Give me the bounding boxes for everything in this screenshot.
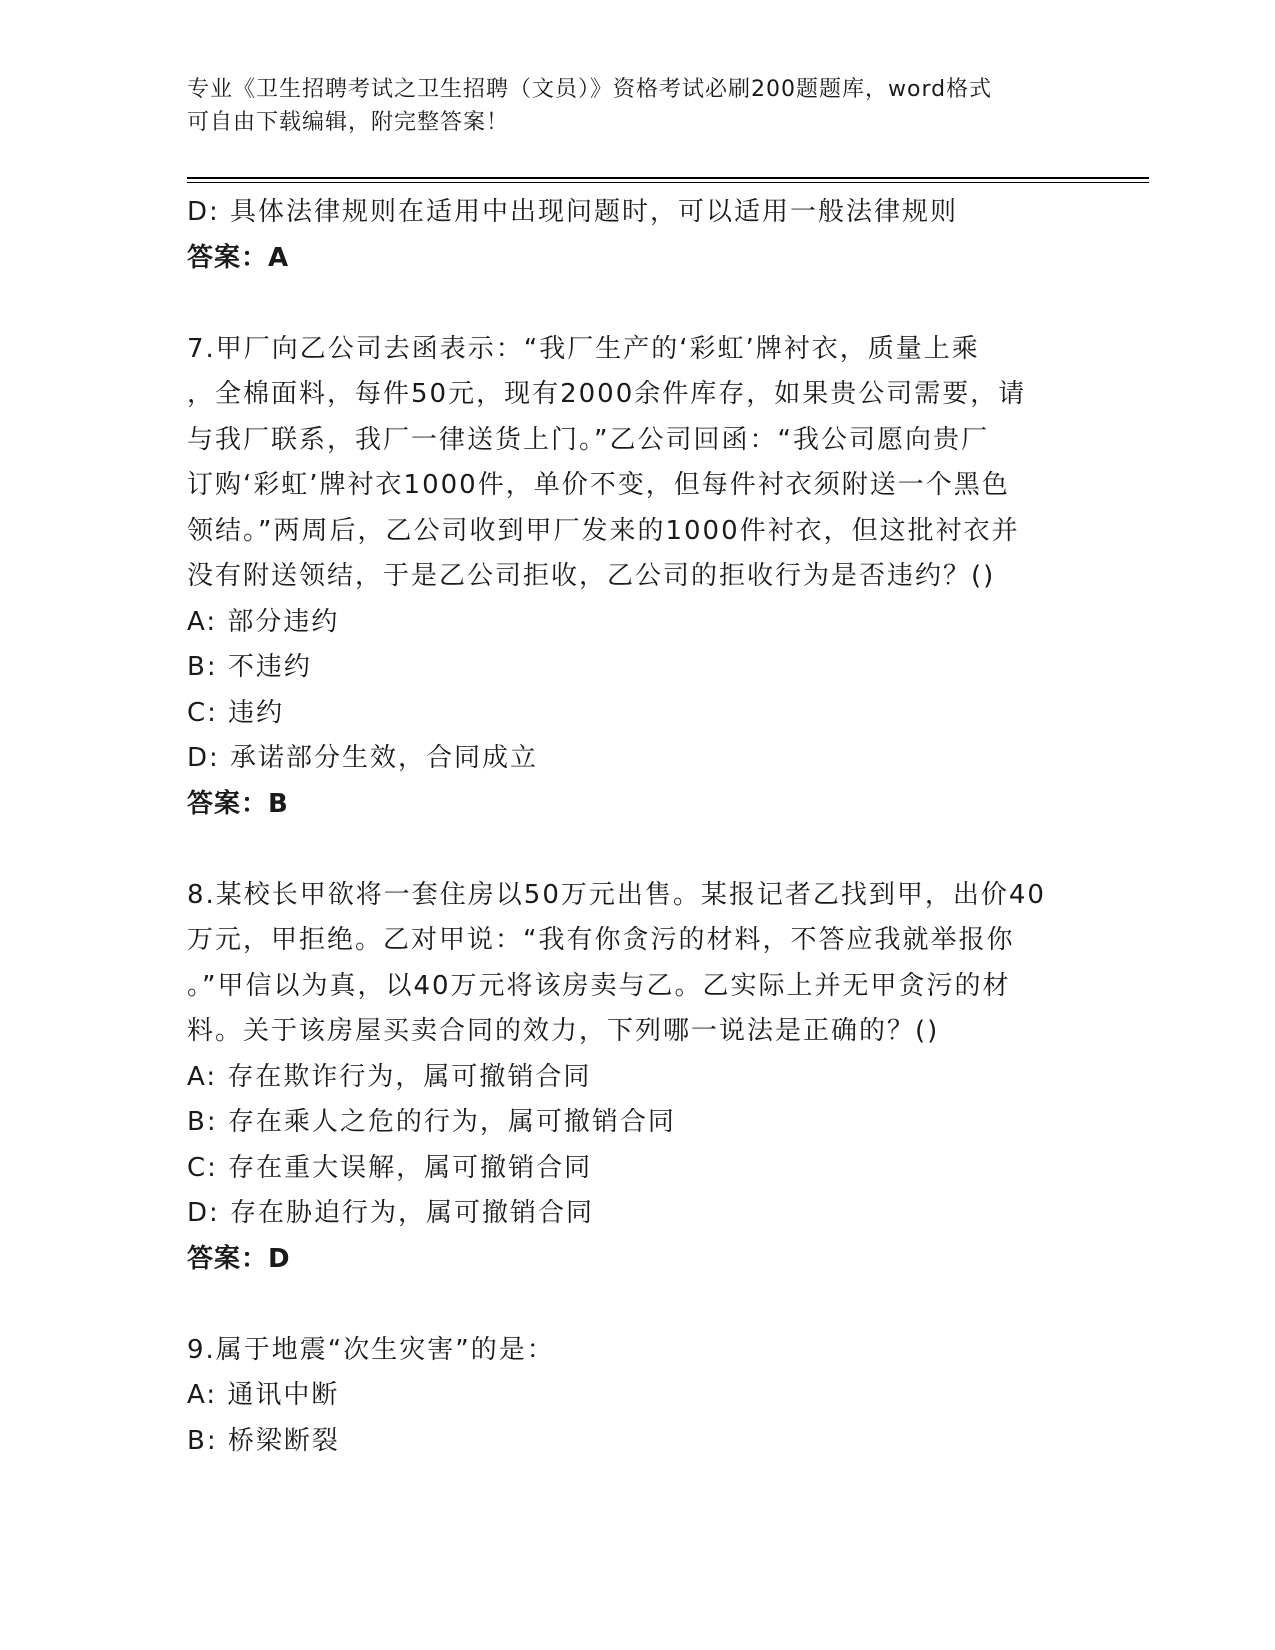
question-8-stem-line: 料。关于该房屋买卖合同的效力，下列哪一说法是正确的？() bbox=[187, 1016, 940, 1046]
question-8-option-a: A: 存在欺诈行为，属可撤销合同 bbox=[187, 1061, 592, 1092]
header-title-line-1: 专业《卫生招聘考试之卫生招聘（文员）》资格考试必刷200题题库，word格式 bbox=[187, 77, 993, 102]
question-8-stem-line: 万元，甲拒绝。乙对甲说：“我有你贪污的材料，不答应我就举报你 bbox=[187, 925, 1015, 955]
question-8-stem-line: 8.某校长甲欲将一套住房以50万元出售。某报记者乙找到甲，出价40 bbox=[187, 879, 1046, 910]
header-divider-thin bbox=[187, 182, 1149, 183]
question-9 bbox=[187, 1328, 1087, 1465]
question-7-stem-line: 与我厂联系，我厂一律送货上门。”乙公司回函：“我公司愿向贵厂 bbox=[187, 424, 989, 455]
header-title-line-2: 可自由下载编辑，附完整答案！ bbox=[187, 110, 510, 135]
question-8-option-d: D: 存在胁迫行为，属可撤销合同 bbox=[187, 1198, 595, 1228]
question-7-stem-line: 领结。”两周后，乙公司收到甲厂发来的1000件衬衣，但这批衬衣并 bbox=[187, 515, 1020, 546]
question-7-stem-line: 没有附送领结，于是乙公司拒收，乙公司的拒收行为是否违约？() bbox=[187, 561, 996, 591]
prev-question-answer: 答案：A bbox=[187, 242, 290, 273]
question-8-stem-line: 。”甲信以为真，以40万元将该房卖与乙。乙实际上并无甲贪污的材 bbox=[187, 970, 1011, 1001]
question-9-option-b: B: 桥梁断裂 bbox=[187, 1425, 340, 1456]
spacer bbox=[187, 1282, 1087, 1328]
prev-question-option-d: D: 具体法律规则在适用中出现问题时，可以适用一般法律规则 bbox=[187, 197, 959, 227]
spacer bbox=[187, 281, 1087, 327]
question-7-answer: 答案：B bbox=[187, 788, 289, 819]
question-8-answer: 答案：D bbox=[187, 1243, 291, 1274]
document-header bbox=[187, 73, 1067, 139]
question-7-option-a: A: 部分违约 bbox=[187, 606, 340, 637]
question-7-option-c: C: 违约 bbox=[187, 697, 285, 728]
question-7-stem-line: 7.甲厂向乙公司去函表示：“我厂生产的‘彩虹’牌衬衣，质量上乘 bbox=[187, 333, 980, 364]
question-8-option-b: B: 存在乘人之危的行为，属可撤销合同 bbox=[187, 1107, 676, 1137]
question-7-option-d: D: 承诺部分生效，合同成立 bbox=[187, 743, 539, 773]
document-body bbox=[187, 190, 1087, 1464]
spacer bbox=[187, 827, 1087, 873]
question-8-option-c: C: 存在重大误解，属可撤销合同 bbox=[187, 1152, 593, 1183]
question-7-stem-line: ，全棉面料，每件50元，现有2000余件库存，如果贵公司需要，请 bbox=[187, 379, 1027, 409]
question-8 bbox=[187, 873, 1087, 1283]
question-7-option-b: B: 不违约 bbox=[187, 652, 312, 682]
question-9-stem-line: 9.属于地震“次生灾害”的是： bbox=[187, 1334, 555, 1365]
question-7 bbox=[187, 327, 1087, 828]
question-7-stem-line: 订购‘彩虹’牌衬衣1000件，单价不变，但每件衬衣须附送一个黑色 bbox=[187, 470, 1010, 500]
header-divider-thick bbox=[187, 177, 1149, 179]
question-9-option-a: A: 通讯中断 bbox=[187, 1380, 340, 1410]
